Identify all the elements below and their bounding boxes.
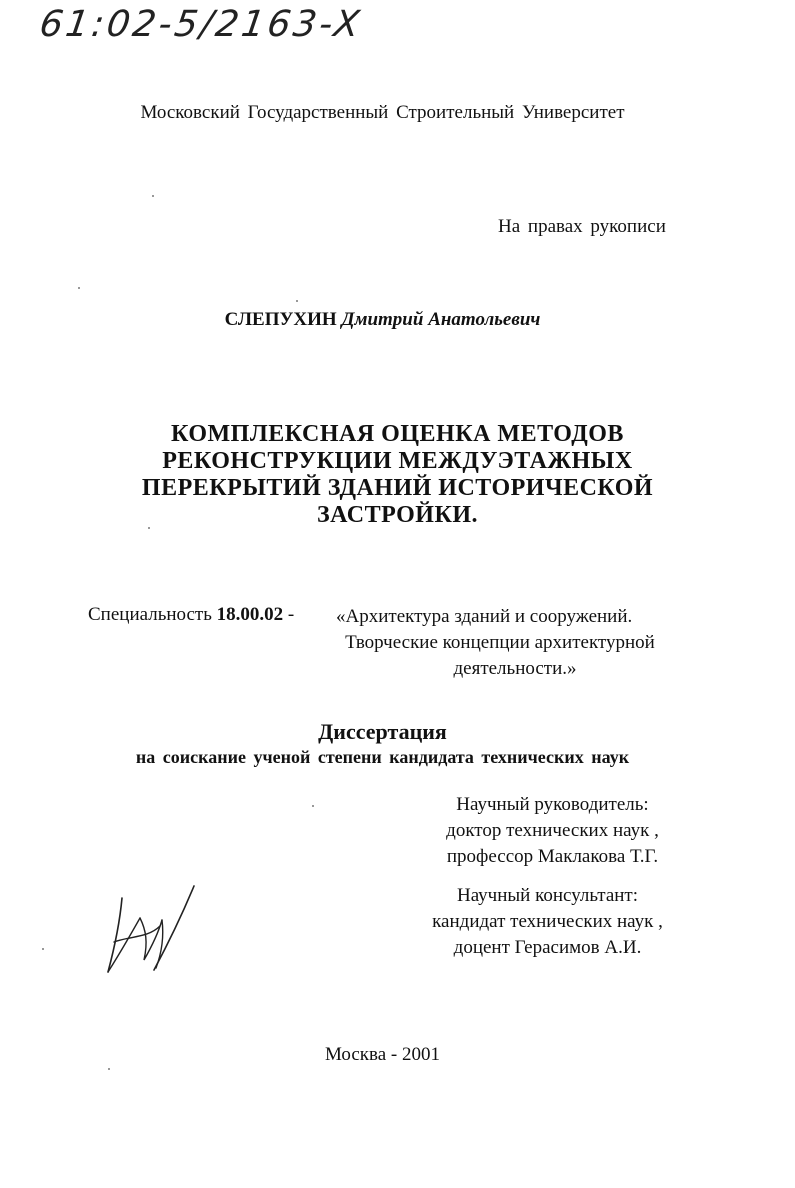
manuscript-rights-note: На правах рукописи	[498, 216, 666, 237]
scan-speck	[296, 300, 298, 302]
handwritten-archive-code: 61:02-5/2163-X	[37, 4, 365, 45]
scan-speck	[42, 948, 44, 950]
supervisor-name: профессор Маклакова Т.Г.	[446, 846, 659, 867]
specialty-code: 18.00.02	[216, 604, 284, 625]
supervisor-role: Научный руководитель:	[456, 794, 649, 815]
scan-speck	[152, 195, 154, 197]
degree-line: на соискание ученой степени кандидата технических наук	[135, 747, 630, 767]
scan-speck	[148, 527, 150, 529]
scan-speck	[312, 805, 314, 807]
consultant-name: доцент Герасимов А.И.	[453, 937, 642, 958]
consultant-block	[410, 883, 685, 961]
title-line: КОМПЛЕКСНАЯ ОЦЕНКА МЕТОДОВ	[171, 421, 624, 447]
title-line: РЕКОНСТРУКЦИИ МЕЖДУЭТАЖНЫХ	[162, 448, 633, 474]
consultant-degree: кандидат технических наук ,	[432, 911, 663, 932]
dissertation-heading: Диссертация	[318, 719, 447, 744]
consultant-role: Научный консультант:	[456, 885, 639, 906]
specialty-name-line: Творческие концепции архитектурной	[345, 632, 655, 653]
author-name	[0, 309, 765, 331]
university-name: Московский Государственный Строительный Университет	[140, 102, 625, 123]
scan-speck	[78, 287, 80, 289]
dissertation-title	[0, 421, 795, 529]
specialty-name	[330, 604, 670, 682]
city-and-year: Москва - 2001	[324, 1044, 441, 1065]
specialty-label-row	[88, 604, 294, 626]
supervisor-degree: доктор технических наук ,	[446, 820, 659, 841]
title-line: ПЕРЕКРЫТИЙ ЗДАНИЙ ИСТОРИЧЕСКОЙ	[141, 475, 654, 501]
author-signature	[100, 880, 210, 980]
scan-speck	[108, 1068, 110, 1070]
specialty-label: Специальность	[88, 604, 212, 625]
author-given-names: Дмитрий Анатольевич	[341, 309, 541, 330]
author-surname: СЛЕПУХИН	[224, 309, 337, 330]
specialty-dash: -	[287, 604, 295, 625]
specialty-name-line: «Архитектура зданий и сооружений.	[336, 606, 633, 627]
title-line: ЗАСТРОЙКИ.	[316, 502, 479, 528]
supervisor-block	[420, 792, 685, 870]
specialty-name-line: деятельности.»	[453, 658, 577, 679]
